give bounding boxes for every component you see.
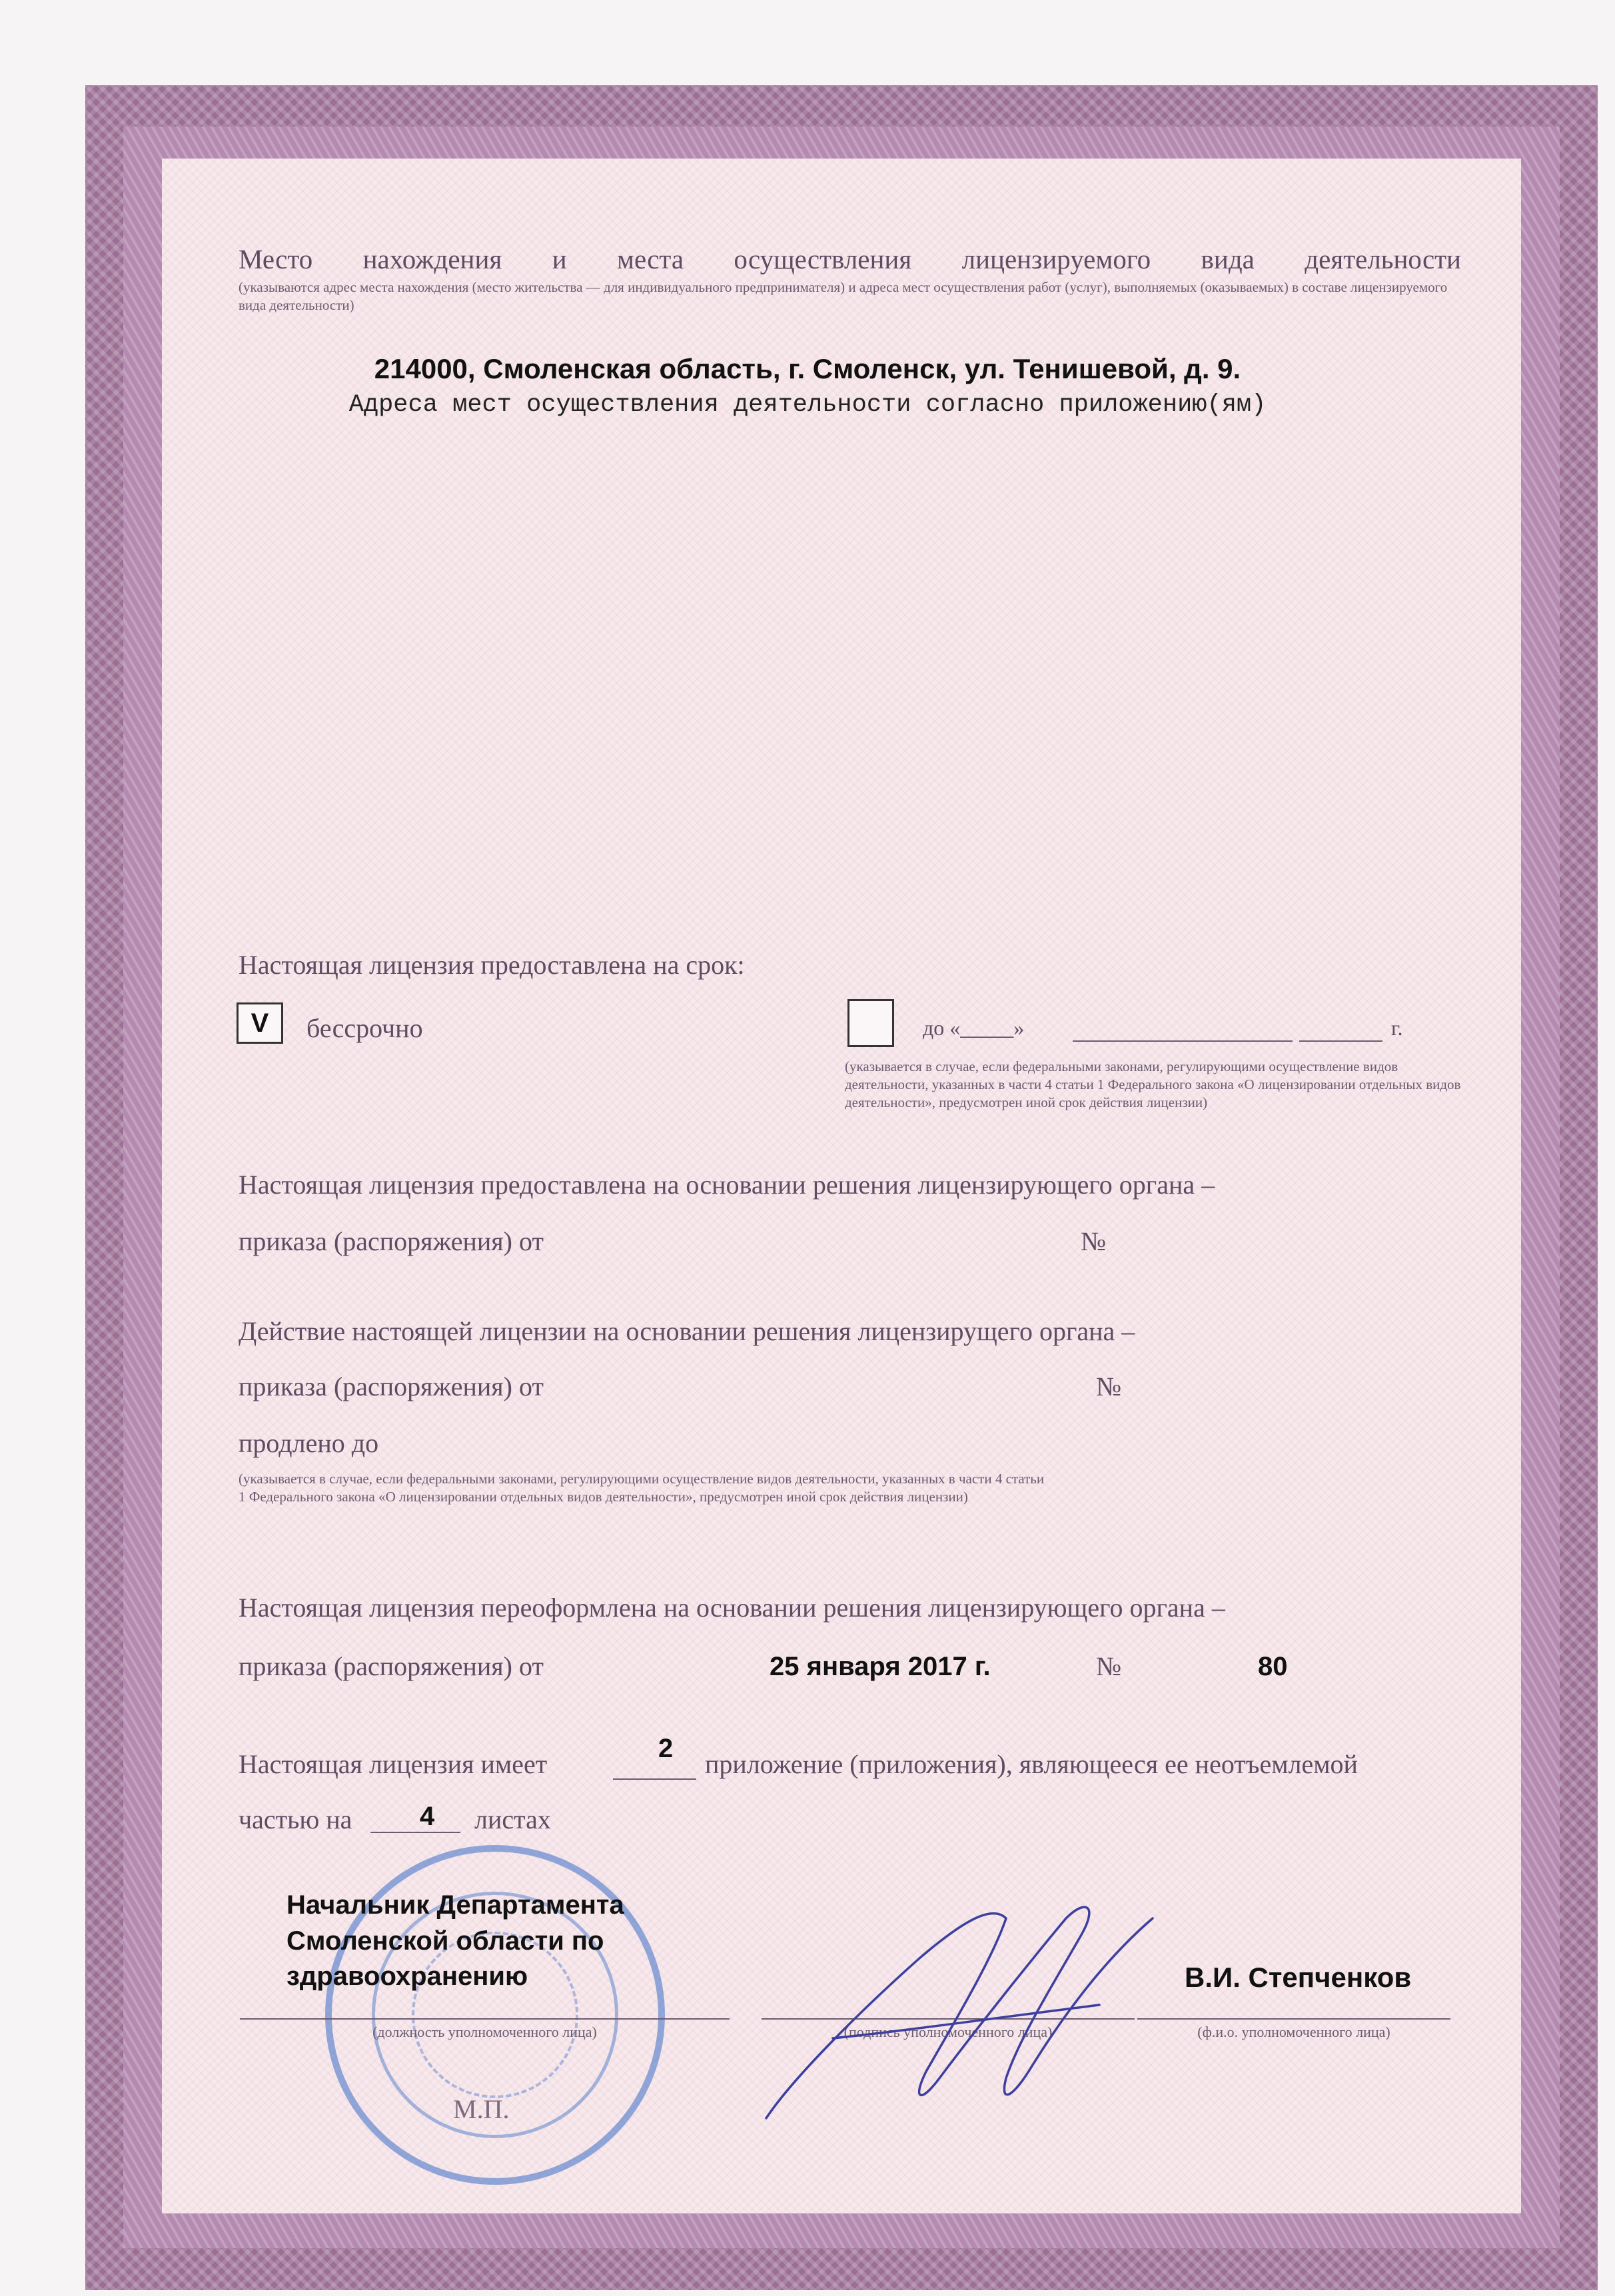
until-hint: (указывается в случае, если федеральными законами, регулирующими осуществление видов деятельности, указанных в части 4 статьи 1 Федерального закона «О лицензировании отдельных видов деятельности», предусмотрен иной срок действия лицензии) <box>845 1058 1461 1110</box>
appendix-count-line <box>613 1778 696 1780</box>
extension-line1: Действие настоящей лицензии на основании решения лицензирущего органа – <box>239 1316 1135 1346</box>
indefinite-label: бессрочно <box>306 1013 423 1043</box>
location-title: Место нахождения и места осуществления лицензируемого вида деятельности <box>239 244 1461 274</box>
signer-name: В.И. Степченков <box>1185 1962 1412 1993</box>
reissue-line1: Настоящая лицензия переоформлена на основании решения лицензирующего органа – <box>239 1593 1225 1623</box>
extended-until-label: продлено до <box>239 1428 379 1458</box>
sheets-count: 4 <box>420 1802 435 1831</box>
name-sign-line <box>1137 2018 1450 2020</box>
seal-emblem <box>412 1932 578 2098</box>
signer-position-line3: здравоохранению <box>286 1962 528 1991</box>
activity-places: Адреса мест осуществления деятельности согласно приложению(ям) <box>348 391 1267 419</box>
position-sign-line <box>240 2018 730 2020</box>
until-year-line <box>1299 1040 1382 1042</box>
appendix-prefix: Настоящая лицензия имеет <box>239 1749 548 1779</box>
indefinite-check-mark: V <box>251 1008 269 1038</box>
until-date-checkbox[interactable] <box>847 999 894 1047</box>
main-address: 214000, Смоленская область, г. Смоленск, ул. Тенишевой, д. 9. <box>374 353 1241 384</box>
extension-hint: (указывается в случае, если федеральными законами, регулирующими осуществление видов деятельности, указанных в части 4 статьи 1 Федерального закона «О лицензировании отдельных видов деятельности», предусмотрен иной срок действия лицензии) <box>239 1471 1045 1505</box>
indefinite-checkbox[interactable] <box>237 1002 283 1044</box>
sheets-prefix: частью на <box>239 1804 352 1834</box>
basis-line1: Настоящая лицензия предоставлена на основании решения лицензирующего органа – <box>239 1170 1215 1200</box>
handwritten-signature <box>753 1878 1166 2131</box>
signer-position-line1: Начальник Департамента <box>286 1890 624 1920</box>
reissue-number: 80 <box>1258 1652 1288 1681</box>
sheets-count-line <box>370 1832 460 1833</box>
basis-line2: приказа (распоряжения) от <box>239 1226 544 1256</box>
reissue-number-sign: № <box>1096 1651 1122 1681</box>
term-label: Настоящая лицензия предоставлена на срок: <box>239 950 745 980</box>
signature-hint: (подпись уполномоченного лица) <box>843 2024 1053 2040</box>
location-hint: (указываются адрес места нахождения (место жительства — для индивидуального предпринимателя) и адреса мест осуществления работ (услуг), выполняемых (оказываемых) в составе лицензируемого вида деятельности) <box>239 279 1448 313</box>
extension-number-sign: № <box>1096 1371 1122 1401</box>
name-hint: (ф.и.о. уполномоченного лица) <box>1197 2024 1390 2040</box>
reissue-line2: приказа (распоряжения) от <box>239 1651 544 1681</box>
until-month-line <box>1073 1040 1293 1042</box>
signer-position-line2: Смоленской области по <box>286 1926 604 1956</box>
appendix-suffix: приложение (приложения), являющееся ее неотъемлемой <box>705 1749 1358 1779</box>
sheets-suffix: листах <box>474 1804 551 1834</box>
until-label: до «_____» <box>923 1016 1025 1040</box>
seal-place-label: М.П. <box>453 2094 510 2124</box>
extension-line2: приказа (распоряжения) от <box>239 1371 544 1401</box>
appendix-count: 2 <box>658 1734 674 1763</box>
reissue-date: 25 января 2017 г. <box>770 1652 991 1681</box>
year-suffix: г. <box>1391 1016 1403 1040</box>
position-hint: (должность уполномоченного лица) <box>372 2024 597 2040</box>
basis-number-sign: № <box>1081 1226 1107 1256</box>
